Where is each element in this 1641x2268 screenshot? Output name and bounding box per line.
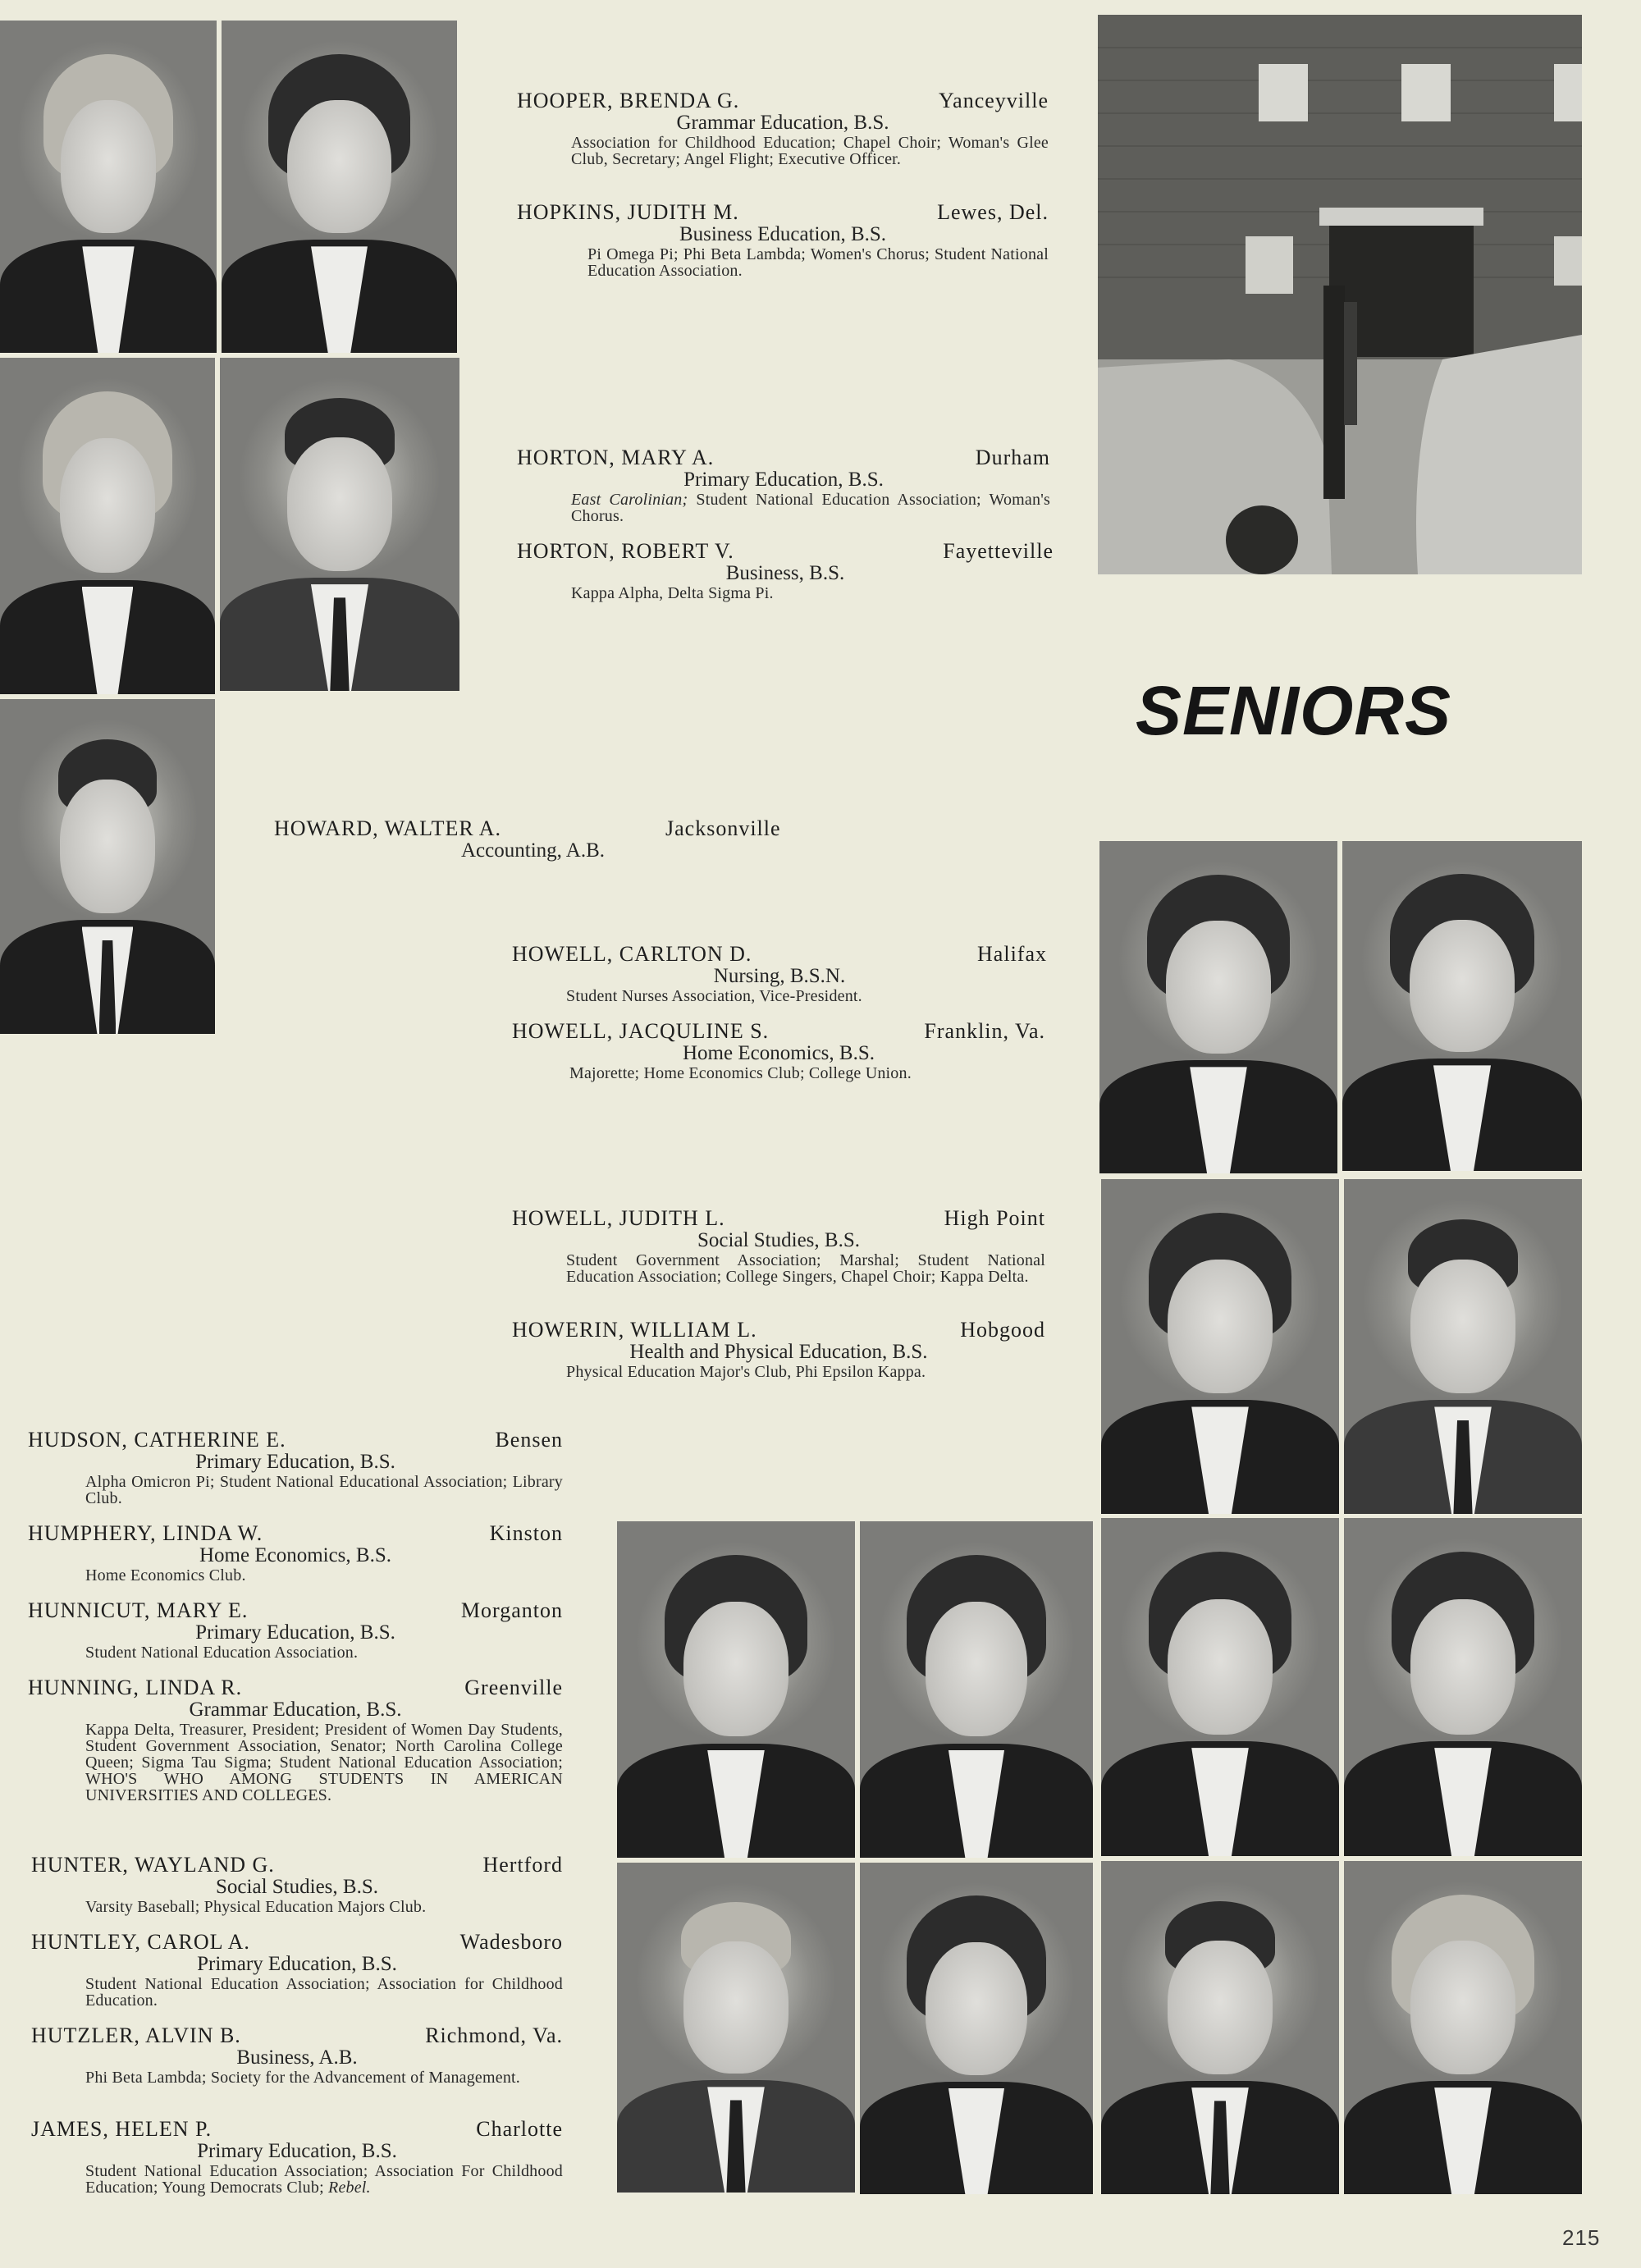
entry-howell-jacquline [512, 1019, 1045, 1081]
entry-horton-robert [517, 539, 1054, 601]
portrait-horton-mary [0, 358, 215, 694]
entry-activities: Kappa Delta, Treasurer, President; President of Women Day Students, Student Government Association, Senator; North Carolina College Queen; Sigma Tau Sigma; Student National Education Association; WHO'S WHO AMONG STUDENTS IN AMERICAN UNIVERSITIES AND COLLEGES. [85, 1721, 563, 1804]
portrait-hopkins [222, 21, 457, 353]
portrait-howell-judith [1101, 1179, 1339, 1514]
entry-activities [31, 2163, 563, 2196]
portrait-huntley [860, 1863, 1093, 2194]
portrait-howell-jacquline [1342, 841, 1582, 1171]
entry-activities: Student Government Association; Marshal; Student National Education Association; College Singers, Chapel Choir; Kappa Delta. [566, 1251, 1045, 1286]
entry-name: HUNNICUT, MARY E. [28, 1598, 249, 1622]
campus-building-photo [1098, 15, 1582, 574]
entry-humphery [28, 1521, 563, 1584]
entry-degree: Social Studies, B.S. [697, 1229, 860, 1251]
entry-hometown: Lewes, Del. [937, 200, 1049, 224]
entry-hutzler [31, 2023, 563, 2086]
entry-activities: Pi Omega Pi; Phi Beta Lambda; Women's Chorus; Student National Education Association. [587, 245, 1049, 280]
entry-hometown: Yanceyville [938, 89, 1049, 112]
entry-degree: Primary Education, B.S. [195, 1621, 395, 1644]
entry-hudson [28, 1428, 563, 1507]
entry-hometown: Hertford [482, 1853, 563, 1877]
portrait-howell-carlton [1099, 841, 1337, 1173]
entry-james [31, 2117, 563, 2196]
entry-degree: Primary Education, B.S. [197, 2140, 397, 2162]
entry-degree: Grammar Education, B.S. [189, 1699, 402, 1721]
entry-hooper [517, 89, 1049, 167]
entry-degree: Social Studies, B.S. [216, 1876, 378, 1898]
entry-degree: Grammar Education, B.S. [676, 112, 889, 134]
section-title: SENIORS [1136, 672, 1452, 749]
entry-name: HORTON, MARY A. [517, 446, 715, 469]
entry-name: HUDSON, CATHERINE E. [28, 1428, 286, 1452]
entry-name: HOWELL, JACQULINE S. [512, 1019, 770, 1043]
entry-name: HOWELL, JUDITH L. [512, 1206, 725, 1230]
entry-activities: Alpha Omicron Pi; Student National Educational Association; Library Club. [85, 1473, 563, 1507]
portrait-hooper [0, 21, 217, 353]
entry-degree: Nursing, B.S.N. [713, 965, 846, 987]
portrait-horton-robert [220, 358, 459, 691]
entry-name: HUMPHERY, LINDA W. [28, 1521, 263, 1545]
portrait-hudson [617, 1521, 855, 1858]
entry-activities: Association for Childhood Education; Chapel Choir; Woman's Glee Club, Secretary; Angel Flight; Executive Officer. [571, 134, 1049, 168]
entry-name: HOWARD, WALTER A. [274, 816, 502, 840]
portrait-james [1344, 1861, 1582, 2194]
entry-degree: Primary Education, B.S. [195, 1451, 395, 1473]
entry-name: JAMES, HELEN P. [31, 2117, 213, 2141]
entry-horton-mary [517, 446, 1050, 524]
portrait-humphery [860, 1521, 1093, 1858]
entry-name: HORTON, ROBERT V. [517, 539, 734, 563]
portrait-hunning [1344, 1518, 1582, 1856]
entry-hometown: Morganton [460, 1598, 563, 1622]
entry-degree: Home Economics, B.S. [199, 1544, 391, 1566]
entry-activities: Majorette; Home Economics Club; College Union. [569, 1064, 912, 1082]
entry-hometown: Richmond, Va. [425, 2023, 563, 2047]
entry-huntley [31, 1930, 563, 2009]
entry-activities-rest: Student National Education Association; Association For Childhood Education; Young Democrats Club; [85, 2162, 563, 2197]
entry-activities: Physical Education Major's Club, Phi Epsilon Kappa. [566, 1363, 926, 1381]
page-number: 215 [1562, 2225, 1601, 2250]
entry-degree: Home Economics, B.S. [682, 1042, 875, 1064]
entry-activities: Student Nurses Association, Vice-President. [566, 987, 862, 1005]
entry-howard [274, 816, 816, 862]
entry-name: HUTZLER, ALVIN B. [31, 2023, 241, 2047]
entry-degree: Primary Education, B.S. [683, 469, 884, 491]
entry-activities-rest: Student National Education Association; Woman's Chorus. [571, 491, 1050, 525]
entry-degree: Primary Education, B.S. [197, 1953, 397, 1975]
entry-hometown: Kinston [489, 1521, 563, 1545]
entry-hometown: Charlotte [476, 2117, 563, 2141]
entry-howerin [512, 1318, 1045, 1380]
portrait-hutzler [1101, 1861, 1339, 2194]
portrait-howard [0, 699, 215, 1034]
entry-hometown: Durham [975, 446, 1050, 469]
entry-activities: Student National Education Association. [85, 1644, 359, 1662]
entry-name: HUNTER, WAYLAND G. [31, 1853, 275, 1877]
entry-hometown: Franklin, Va. [924, 1019, 1045, 1043]
entry-hopkins [517, 200, 1049, 279]
entry-degree: Business, B.S. [725, 562, 845, 584]
entry-activities: Varsity Baseball; Physical Education Majors Club. [85, 1898, 427, 1916]
entry-activities: Kappa Alpha, Delta Sigma Pi. [571, 584, 774, 602]
entry-name: HOOPER, BRENDA G. [517, 89, 740, 112]
entry-name: HUNNING, LINDA R. [28, 1676, 243, 1699]
entry-name: HOWELL, CARLTON D. [512, 942, 752, 966]
entry-howell-judith [512, 1206, 1045, 1285]
portrait-hunnicut [1101, 1518, 1339, 1856]
entry-hometown: Bensen [495, 1428, 563, 1452]
entry-activities-publication: Rebel. [328, 2179, 371, 2197]
entry-name: HOPKINS, JUDITH M. [517, 200, 739, 224]
entry-activities: Home Economics Club. [85, 1566, 246, 1584]
entry-name: HOWERIN, WILLIAM L. [512, 1318, 757, 1342]
entry-degree: Accounting, A.B. [461, 839, 605, 862]
entry-hunter [31, 1853, 563, 1915]
entry-degree: Business, A.B. [236, 2046, 358, 2069]
entry-activities: Phi Beta Lambda; Society for the Advancement of Management. [85, 2069, 520, 2087]
entry-howell-carlton [512, 942, 1047, 1004]
entry-hometown: Fayetteville [943, 539, 1054, 563]
entry-degree: Health and Physical Education, B.S. [629, 1341, 928, 1363]
entry-name: HUNTLEY, CAROL A. [31, 1930, 250, 1954]
entry-hunning [28, 1676, 563, 1804]
portrait-hunter [617, 1863, 855, 2193]
portrait-howerin [1344, 1179, 1582, 1514]
entry-hometown: High Point [944, 1206, 1045, 1230]
entry-activities-publication: East Carolinian; [571, 491, 688, 509]
entry-hometown: Jacksonville [665, 816, 781, 840]
entry-activities: Student National Education Association; Association for Childhood Education. [85, 1975, 563, 2010]
entry-hometown: Hobgood [960, 1318, 1045, 1342]
entry-hunnicut [28, 1598, 563, 1661]
entry-degree: Business Education, B.S. [679, 223, 887, 245]
entry-activities [517, 492, 1050, 524]
entry-hometown: Halifax [977, 942, 1047, 966]
entry-hometown: Wadesboro [459, 1930, 563, 1954]
entry-hometown: Greenville [464, 1676, 563, 1699]
